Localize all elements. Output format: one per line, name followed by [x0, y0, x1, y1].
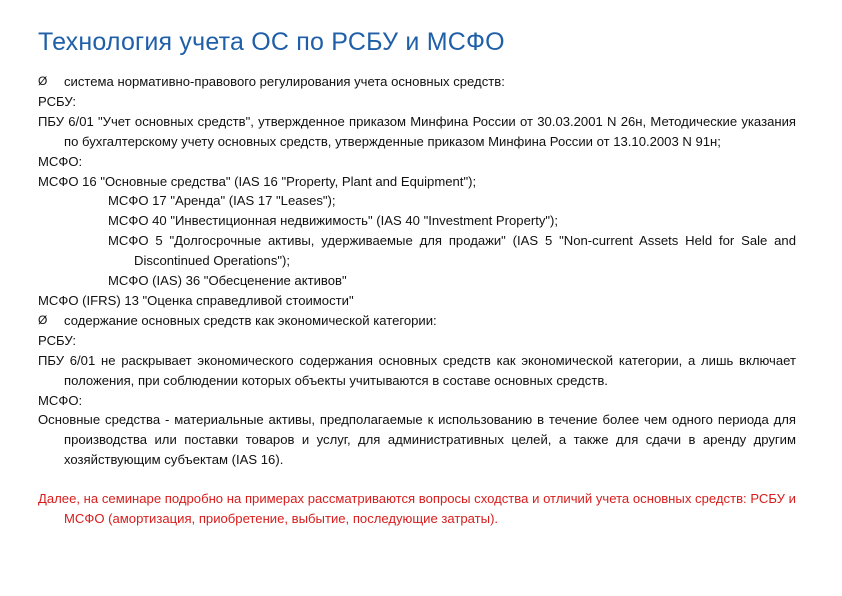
ias16-line: МСФО 16 "Основные средства" (IAS 16 "Property, Plant and Equipment");	[38, 173, 477, 189]
ias40-line: МСФО 40 "Инвестиционная недвижимость" (IAS 40 "Investment Property");	[108, 213, 559, 229]
ias17-line: МСФО 17 "Аренда" (IAS 17 "Leases");	[108, 193, 336, 209]
page-title: Технология учета ОС по РСБУ и МСФО	[38, 28, 505, 56]
bullet-text: система нормативно-правового регулирования учета основных средств:	[64, 74, 505, 89]
slide-body	[38, 72, 796, 529]
spacer	[38, 470, 796, 489]
arrow-bullet-icon: Ø	[38, 312, 48, 327]
arrow-bullet-icon: Ø	[38, 74, 48, 88]
ias36-line: МСФО (IAS) 36 "Обесценение активов"	[108, 273, 347, 289]
pbu-economic-paragraph: ПБУ 6/01 не раскрывает экономического содержания основных средств как экономической категории, а лишь включает положения, при соблюдении которых объекты учитываются в составе основных средств.	[38, 352, 796, 388]
definition-paragraph: Основные средства - материальные активы, предполагаемые к использованию в течение более чем одного периода для производства или поставки товаров и услуг, для административных целей, а также для сдачи в аренду другим хозяйствующим субъектам (IAS 16).	[38, 412, 796, 468]
pbu-paragraph: ПБУ 6/01 "Учет основных средств", утвержденное приказом Минфина России от 30.03.2001 N 26н, Методические указания по бухгалтерскому учету основных средств, утвержденные приказом Минфина России от 13.10.2003 N 91н;	[38, 113, 796, 149]
rsbu-heading: РСБУ:	[38, 332, 77, 348]
msfo-heading: МСФО:	[38, 392, 83, 408]
rsbu-heading: РСБУ:	[38, 93, 77, 109]
ifrs5-paragraph: МСФО 5 "Долгосрочные активы, удерживаемые для продажи" (IAS 5 "Non-current Assets Held for Sale and Discontinued Operations");	[108, 233, 796, 269]
bullet-economic	[38, 311, 796, 331]
msfo-heading: МСФО:	[38, 153, 83, 169]
bullet-text: содержание основных средств как экономической категории:	[64, 312, 437, 328]
bullet-regulation	[38, 72, 796, 92]
ifrs13-line: МСФО (IFRS) 13 "Оценка справедливой стоимости"	[38, 292, 354, 308]
seminar-note: Далее, на семинаре подробно на примерах рассматриваются вопросы сходства и отличий учета основных средств: РСБУ и МСФО (амортизация, приобретение, выбытие, последующие затраты).	[38, 491, 796, 527]
